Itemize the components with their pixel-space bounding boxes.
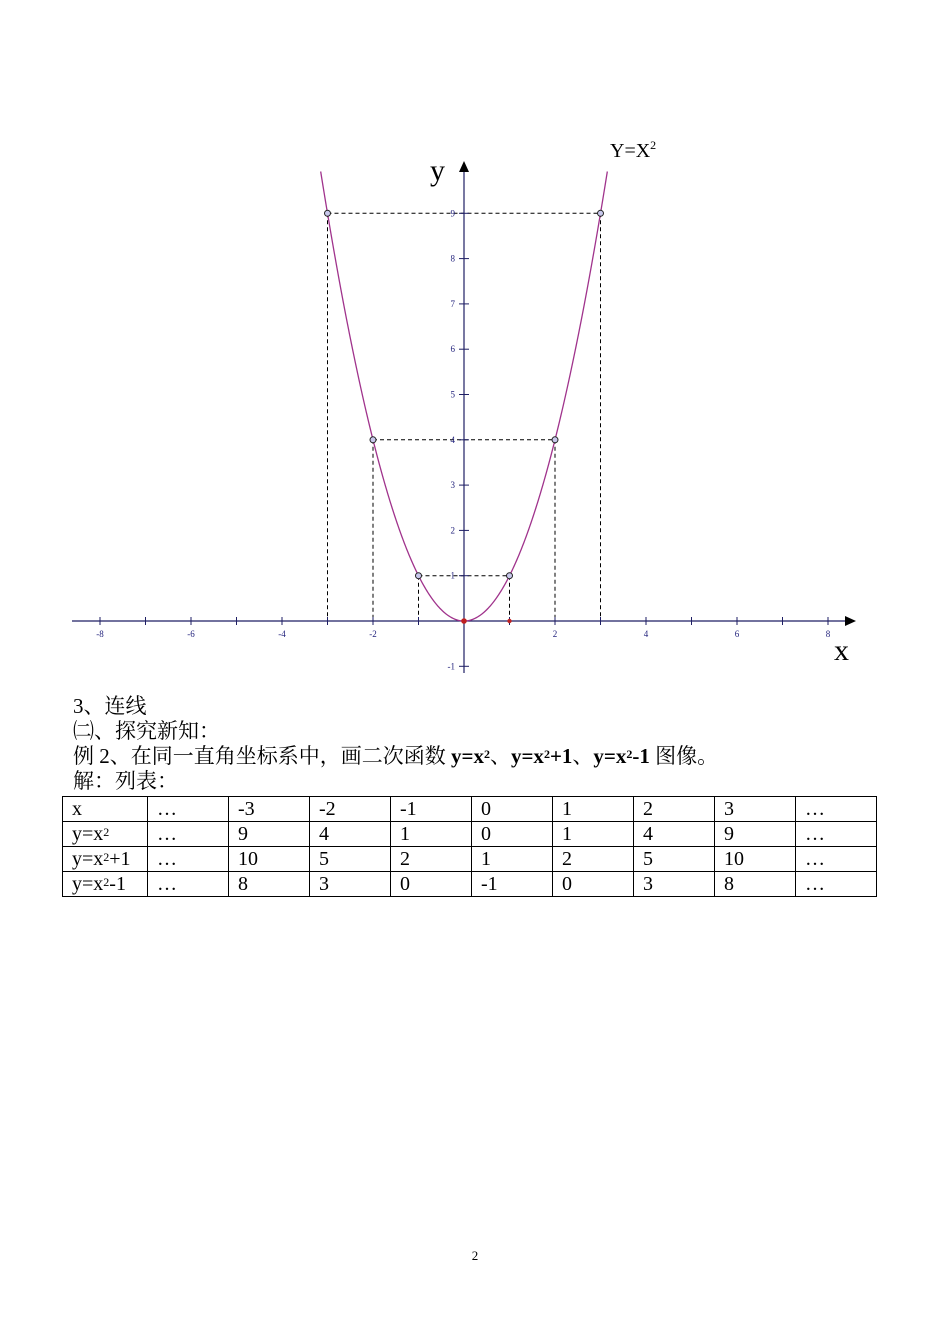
table-cell: … xyxy=(148,847,229,872)
data-point xyxy=(325,210,331,216)
row-header-y-x2-plus-1: $y=x^2+1$ xyxy=(63,847,148,872)
function-3: $y=x^2-1$ xyxy=(593,744,650,768)
y-tick-label: 5 xyxy=(450,389,455,400)
table-cell: 1 xyxy=(391,822,472,847)
data-point xyxy=(507,573,513,579)
origin-point xyxy=(461,618,467,624)
table-cell: 0 xyxy=(391,872,472,897)
y-tick-label: -1 xyxy=(447,661,455,672)
table-cell: … xyxy=(796,797,877,822)
x-tick-label: 2 xyxy=(552,629,558,639)
example-prefix: 例 2、在同一直角坐标系中，画二次函数 xyxy=(73,744,451,768)
separator: 、 xyxy=(572,744,594,768)
axes xyxy=(72,161,856,673)
table-cell: 1 xyxy=(553,797,634,822)
separator: 、 xyxy=(489,744,511,768)
table-cell: 10 xyxy=(715,847,796,872)
x-tick-label: 8 xyxy=(825,629,831,639)
table-cell: -3 xyxy=(229,797,310,822)
x-axis-label: x xyxy=(834,634,849,667)
table-cell: … xyxy=(796,847,877,872)
y-tick-label: 8 xyxy=(450,253,455,264)
y-tick-label: 3 xyxy=(450,480,455,491)
y-axis-label: y xyxy=(430,154,445,187)
table-cell: 9 xyxy=(715,822,796,847)
y-tick-label: 9 xyxy=(450,208,455,219)
values-table xyxy=(62,796,877,897)
y-tick-label: 7 xyxy=(450,298,455,309)
example-suffix: 图像。 xyxy=(649,744,719,768)
x-tick-label: -2 xyxy=(369,629,377,639)
table-row xyxy=(63,872,877,897)
curve-label-exponent: 2 xyxy=(650,138,657,152)
y-tick-label: 6 xyxy=(450,344,455,355)
data-point xyxy=(598,210,604,216)
page-number: 2 xyxy=(471,1248,479,1263)
data-point xyxy=(370,437,376,443)
table-cell: 5 xyxy=(310,847,391,872)
x-axis-arrow-icon xyxy=(845,616,856,626)
table-cell: 0 xyxy=(553,872,634,897)
table-cell: 4 xyxy=(310,822,391,847)
table-cell: 10 xyxy=(229,847,310,872)
table-cell: -1 xyxy=(391,797,472,822)
x-tick-label: -6 xyxy=(187,629,195,639)
table-cell: … xyxy=(796,822,877,847)
curve-label-base: Y=X xyxy=(610,140,651,162)
table-cell: 3 xyxy=(310,872,391,897)
table-cell: 9 xyxy=(229,822,310,847)
row-header-x: x xyxy=(63,797,148,822)
y-axis-arrow-icon xyxy=(459,161,469,172)
table-cell: … xyxy=(796,872,877,897)
x-tick-label: -4 xyxy=(278,629,286,639)
table-cell: -1 xyxy=(472,872,553,897)
curve-label xyxy=(610,138,656,162)
y-tick-label: 1 xyxy=(450,570,455,581)
table-cell: 2 xyxy=(553,847,634,872)
table-cell: 3 xyxy=(715,797,796,822)
body-text xyxy=(73,694,893,794)
table-cell: 0 xyxy=(472,797,553,822)
x-tick-label: 4 xyxy=(643,629,649,639)
function-2: $y=x^2+1$ xyxy=(510,744,573,768)
table-cell: 2 xyxy=(391,847,472,872)
table-cell: 3 xyxy=(634,872,715,897)
table-cell: 8 xyxy=(715,872,796,897)
function-1: $y=x^2$ xyxy=(451,744,490,768)
data-point xyxy=(552,437,558,443)
section-explore-heading: ㈡、探究新知： xyxy=(73,719,220,743)
x-tick-label: 6 xyxy=(734,629,740,639)
table-cell: 1 xyxy=(553,822,634,847)
example-2-line xyxy=(73,744,893,769)
solution-table-intro: 解：列表： xyxy=(73,769,178,793)
table-cell: … xyxy=(148,822,229,847)
y-tick-label: 2 xyxy=(450,525,455,536)
table-cell: … xyxy=(148,872,229,897)
table-cell: 1 xyxy=(472,847,553,872)
table-cell: 4 xyxy=(634,822,715,847)
table-cell: -2 xyxy=(310,797,391,822)
y-tick-label: 4 xyxy=(450,434,455,445)
table-cell: … xyxy=(148,797,229,822)
axis-marker-point xyxy=(507,619,511,623)
table-row xyxy=(63,822,877,847)
table-cell: 0 xyxy=(472,822,553,847)
row-header-y-x2-minus-1: $y=x^2-1$ xyxy=(63,872,148,897)
table-cell: 8 xyxy=(229,872,310,897)
table-row xyxy=(63,847,877,872)
table-cell: 2 xyxy=(634,797,715,822)
data-point xyxy=(416,573,422,579)
row-header-y-x2: $y=x^2$ xyxy=(63,822,148,847)
step-connect-line: 3、连线 xyxy=(73,694,147,718)
table-row xyxy=(63,797,877,822)
table-cell: 5 xyxy=(634,847,715,872)
x-tick-label: -8 xyxy=(96,629,104,639)
